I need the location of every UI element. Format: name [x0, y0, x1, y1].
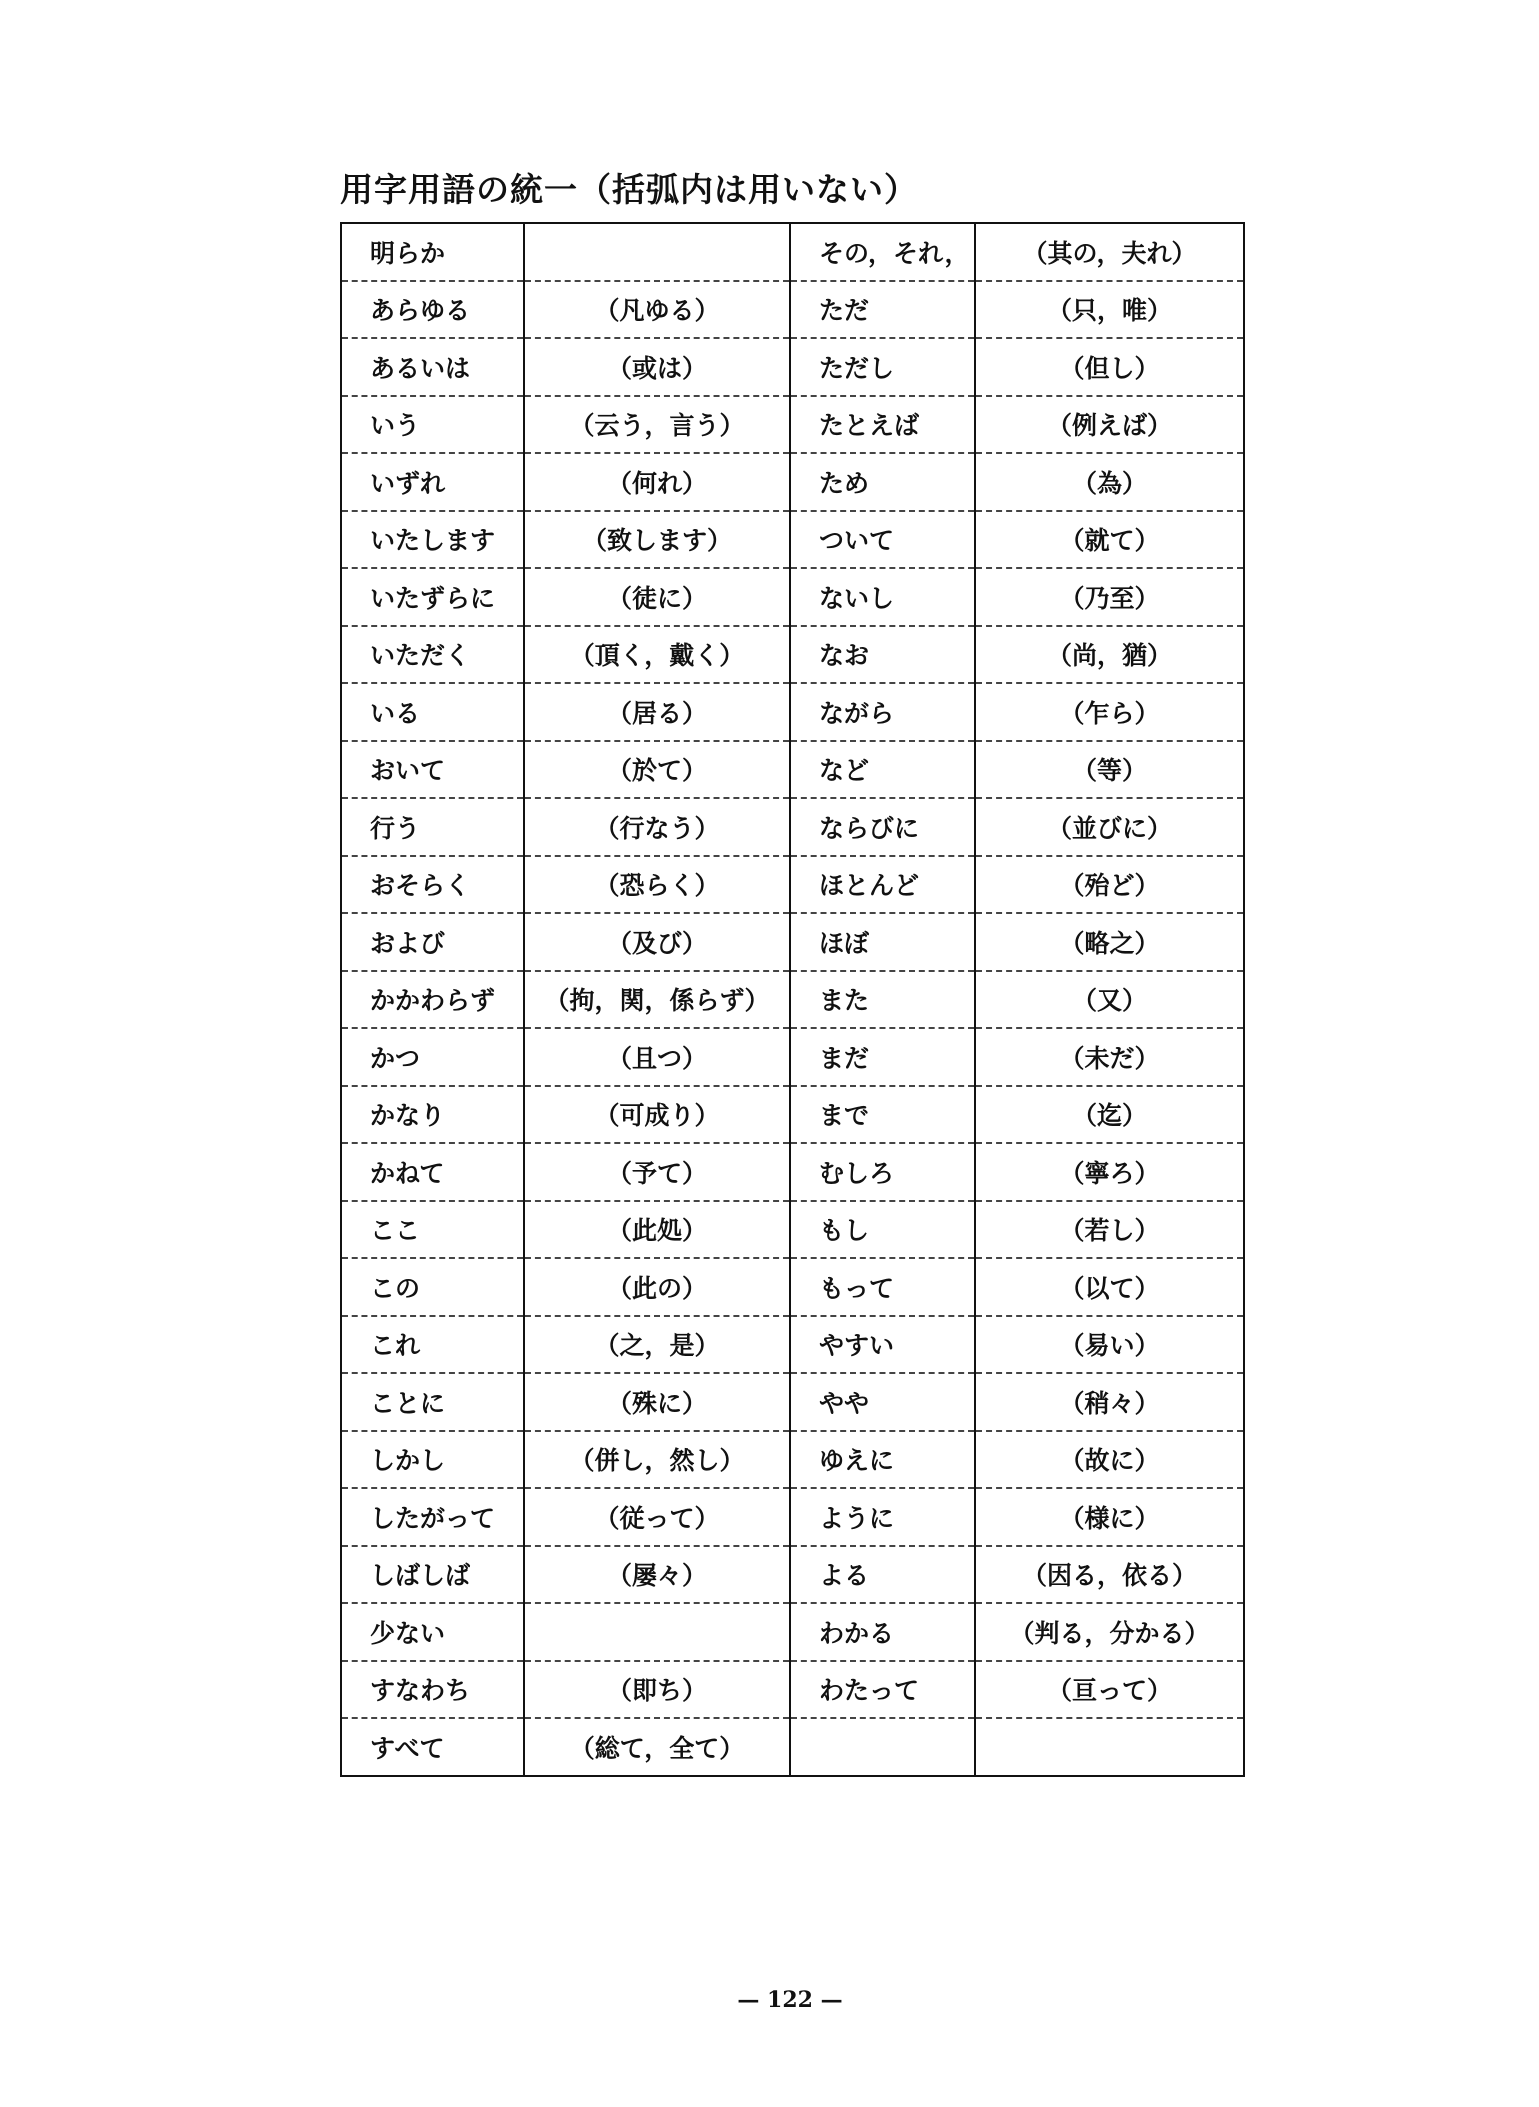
right-word-cell: ため: [790, 453, 975, 511]
right-kanji-cell: （等）: [975, 741, 1244, 799]
terms-table: [340, 222, 1245, 1777]
table-row: [341, 1546, 1244, 1604]
table-row: [341, 338, 1244, 396]
right-kanji-cell: （未だ）: [975, 1028, 1244, 1086]
left-kanji-cell: （予て）: [524, 1143, 790, 1201]
table-row: [341, 1488, 1244, 1546]
left-kanji-cell: （云う，言う）: [524, 396, 790, 454]
left-word-cell: かつ: [341, 1028, 524, 1086]
right-word-cell: など: [790, 741, 975, 799]
table-row: [341, 741, 1244, 799]
left-kanji-cell: （居る）: [524, 683, 790, 741]
right-word-cell: まだ: [790, 1028, 975, 1086]
left-kanji-cell: [524, 1603, 790, 1661]
left-kanji-cell: （総て，全て）: [524, 1718, 790, 1776]
left-word-cell: ここ: [341, 1201, 524, 1259]
right-word-cell: ほとんど: [790, 856, 975, 914]
right-kanji-cell: （若し）: [975, 1201, 1244, 1259]
right-kanji-cell: （様に）: [975, 1488, 1244, 1546]
table-row: [341, 1373, 1244, 1431]
left-kanji-cell: （或は）: [524, 338, 790, 396]
right-word-cell: その，それ，: [790, 223, 975, 281]
page-number: — 122 —: [737, 1987, 843, 2013]
right-kanji-cell: （為）: [975, 453, 1244, 511]
table-row: [341, 396, 1244, 454]
table-row: [341, 626, 1244, 684]
left-kanji-cell: （即ち）: [524, 1661, 790, 1719]
left-word-cell: いずれ: [341, 453, 524, 511]
right-kanji-cell: （並びに）: [975, 798, 1244, 856]
right-kanji-cell: [975, 1718, 1244, 1776]
right-kanji-cell: （以て）: [975, 1258, 1244, 1316]
page-title: 用字用語の統一（括弧内は用いない）: [340, 170, 918, 209]
left-kanji-cell: （此処）: [524, 1201, 790, 1259]
left-word-cell: したがって: [341, 1488, 524, 1546]
left-kanji-cell: （於て）: [524, 741, 790, 799]
table-row: [341, 281, 1244, 339]
right-word-cell: ないし: [790, 568, 975, 626]
left-kanji-cell: （従って）: [524, 1488, 790, 1546]
table-row: [341, 568, 1244, 626]
right-word-cell: ただ: [790, 281, 975, 339]
right-kanji-cell: （乃至）: [975, 568, 1244, 626]
right-kanji-cell: （就て）: [975, 511, 1244, 569]
table-row: [341, 1603, 1244, 1661]
right-word-cell: ほぼ: [790, 913, 975, 971]
left-kanji-cell: （行なう）: [524, 798, 790, 856]
left-kanji-cell: （恐らく）: [524, 856, 790, 914]
left-word-cell: すなわち: [341, 1661, 524, 1719]
right-word-cell: よる: [790, 1546, 975, 1604]
right-word-cell: もし: [790, 1201, 975, 1259]
left-word-cell: および: [341, 913, 524, 971]
left-word-cell: いただく: [341, 626, 524, 684]
table-row: [341, 1258, 1244, 1316]
right-word-cell: ついて: [790, 511, 975, 569]
left-kanji-cell: （之，是）: [524, 1316, 790, 1374]
right-word-cell: やや: [790, 1373, 975, 1431]
right-kanji-cell: （易い）: [975, 1316, 1244, 1374]
left-word-cell: これ: [341, 1316, 524, 1374]
right-kanji-cell: （又）: [975, 971, 1244, 1029]
table-row: [341, 1143, 1244, 1201]
table-row: [341, 1718, 1244, 1776]
table-row: [341, 1316, 1244, 1374]
right-kanji-cell: （只，唯）: [975, 281, 1244, 339]
right-word-cell: ように: [790, 1488, 975, 1546]
right-word-cell: ならびに: [790, 798, 975, 856]
left-kanji-cell: （併し，然し）: [524, 1431, 790, 1489]
right-word-cell: わたって: [790, 1661, 975, 1719]
left-word-cell: かなり: [341, 1086, 524, 1144]
table-row: [341, 683, 1244, 741]
right-kanji-cell: （但し）: [975, 338, 1244, 396]
right-word-cell: また: [790, 971, 975, 1029]
left-word-cell: おいて: [341, 741, 524, 799]
table-row: [341, 1661, 1244, 1719]
table-row: [341, 798, 1244, 856]
left-kanji-cell: （且つ）: [524, 1028, 790, 1086]
table-row: [341, 223, 1244, 281]
table-row: [341, 1028, 1244, 1086]
table-row: [341, 1431, 1244, 1489]
right-kanji-cell: （故に）: [975, 1431, 1244, 1489]
left-kanji-cell: （致します）: [524, 511, 790, 569]
left-kanji-cell: （何れ）: [524, 453, 790, 511]
left-word-cell: しかし: [341, 1431, 524, 1489]
right-kanji-cell: （迄）: [975, 1086, 1244, 1144]
right-word-cell: もって: [790, 1258, 975, 1316]
right-kanji-cell: （稍々）: [975, 1373, 1244, 1431]
left-word-cell: いたします: [341, 511, 524, 569]
right-kanji-cell: （亘って）: [975, 1661, 1244, 1719]
left-word-cell: いたずらに: [341, 568, 524, 626]
right-word-cell: ゆえに: [790, 1431, 975, 1489]
table-row: [341, 1201, 1244, 1259]
left-kanji-cell: （及び）: [524, 913, 790, 971]
left-kanji-cell: （此の）: [524, 1258, 790, 1316]
right-word-cell: ただし: [790, 338, 975, 396]
right-kanji-cell: （其の，夫れ）: [975, 223, 1244, 281]
left-word-cell: いる: [341, 683, 524, 741]
left-word-cell: あらゆる: [341, 281, 524, 339]
left-kanji-cell: （屡々）: [524, 1546, 790, 1604]
terms-table-body: [341, 223, 1244, 1776]
right-kanji-cell: （寧ろ）: [975, 1143, 1244, 1201]
left-word-cell: しばしば: [341, 1546, 524, 1604]
right-kanji-cell: （尚，猶）: [975, 626, 1244, 684]
right-kanji-cell: （略之）: [975, 913, 1244, 971]
left-word-cell: いう: [341, 396, 524, 454]
right-word-cell: なお: [790, 626, 975, 684]
left-kanji-cell: （凡ゆる）: [524, 281, 790, 339]
left-word-cell: 少ない: [341, 1603, 524, 1661]
left-word-cell: この: [341, 1258, 524, 1316]
left-kanji-cell: （頂く，戴く）: [524, 626, 790, 684]
table-row: [341, 971, 1244, 1029]
left-word-cell: おそらく: [341, 856, 524, 914]
left-kanji-cell: （殊に）: [524, 1373, 790, 1431]
table-row: [341, 453, 1244, 511]
left-word-cell: かねて: [341, 1143, 524, 1201]
right-word-cell: わかる: [790, 1603, 975, 1661]
left-kanji-cell: （拘，関，係らず）: [524, 971, 790, 1029]
left-kanji-cell: [524, 223, 790, 281]
left-word-cell: すべて: [341, 1718, 524, 1776]
right-kanji-cell: （判る，分かる）: [975, 1603, 1244, 1661]
table-row: [341, 856, 1244, 914]
right-word-cell: やすい: [790, 1316, 975, 1374]
right-word-cell: [790, 1718, 975, 1776]
table-row: [341, 1086, 1244, 1144]
right-kanji-cell: （殆ど）: [975, 856, 1244, 914]
right-word-cell: まで: [790, 1086, 975, 1144]
left-kanji-cell: （徒に）: [524, 568, 790, 626]
left-kanji-cell: （可成り）: [524, 1086, 790, 1144]
right-kanji-cell: （乍ら）: [975, 683, 1244, 741]
right-word-cell: たとえば: [790, 396, 975, 454]
table-row: [341, 913, 1244, 971]
left-word-cell: 行う: [341, 798, 524, 856]
right-word-cell: ながら: [790, 683, 975, 741]
table-row: [341, 511, 1244, 569]
left-word-cell: かかわらず: [341, 971, 524, 1029]
right-word-cell: むしろ: [790, 1143, 975, 1201]
left-word-cell: 明らか: [341, 223, 524, 281]
left-word-cell: あるいは: [341, 338, 524, 396]
right-kanji-cell: （因る，依る）: [975, 1546, 1244, 1604]
left-word-cell: ことに: [341, 1373, 524, 1431]
right-kanji-cell: （例えば）: [975, 396, 1244, 454]
